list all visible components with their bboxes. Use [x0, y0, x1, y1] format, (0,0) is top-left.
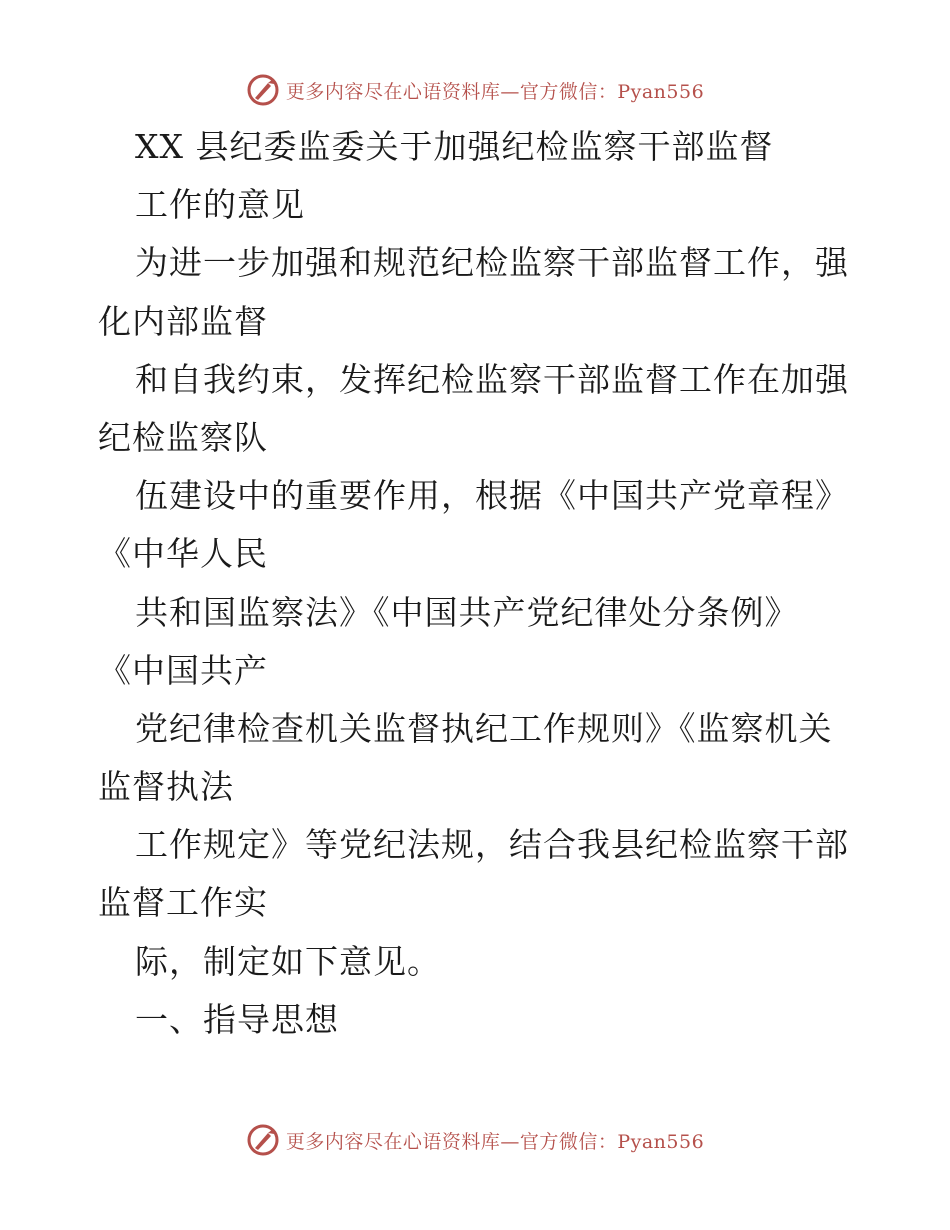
document-body — [98, 118, 868, 1049]
paragraph-line: 监督工作实 — [98, 883, 268, 923]
title-line-1: XX 县纪委监委关于加强纪检监察干部监督 — [135, 127, 774, 166]
paragraph-line: 为进一步加强和规范纪检监察干部监督工作，强 — [135, 243, 849, 283]
paragraph-line: 监督执法 — [98, 767, 234, 807]
paragraph-line: 党纪律检查机关监督执纪工作规则》《监察机关 — [135, 708, 833, 748]
paragraph-line: 际，制定如下意见。 — [135, 941, 441, 981]
paragraph-line: 《中华人民 — [98, 534, 268, 574]
quill-logo-icon — [246, 73, 280, 107]
quill-logo-icon — [246, 1123, 280, 1157]
paragraph-line: 纪检监察队 — [98, 417, 268, 457]
paragraph-line: 共和国监察法》《中国共产党纪律处分条例》 — [135, 592, 799, 632]
paragraph-line: 工作规定》等党纪法规，结合我县纪检监察干部 — [135, 825, 849, 865]
watermark-footer — [0, 1120, 950, 1160]
title-line-2: 工作的意见 — [135, 185, 305, 225]
watermark-text: 更多内容尽在心语资料库—官方微信：Pyan556 — [285, 80, 705, 103]
watermark-header — [0, 70, 950, 110]
paragraph-line: 化内部监督 — [98, 301, 268, 341]
watermark-text: 更多内容尽在心语资料库—官方微信：Pyan556 — [285, 1130, 705, 1153]
paragraph-line: 《中国共产 — [98, 650, 268, 690]
paragraph-line: 和自我约束，发挥纪检监察干部监督工作在加强 — [135, 359, 849, 399]
section-heading: 一、指导思想 — [135, 999, 339, 1039]
paragraph-line: 伍建设中的重要作用，根据《中国共产党章程》 — [135, 476, 849, 516]
